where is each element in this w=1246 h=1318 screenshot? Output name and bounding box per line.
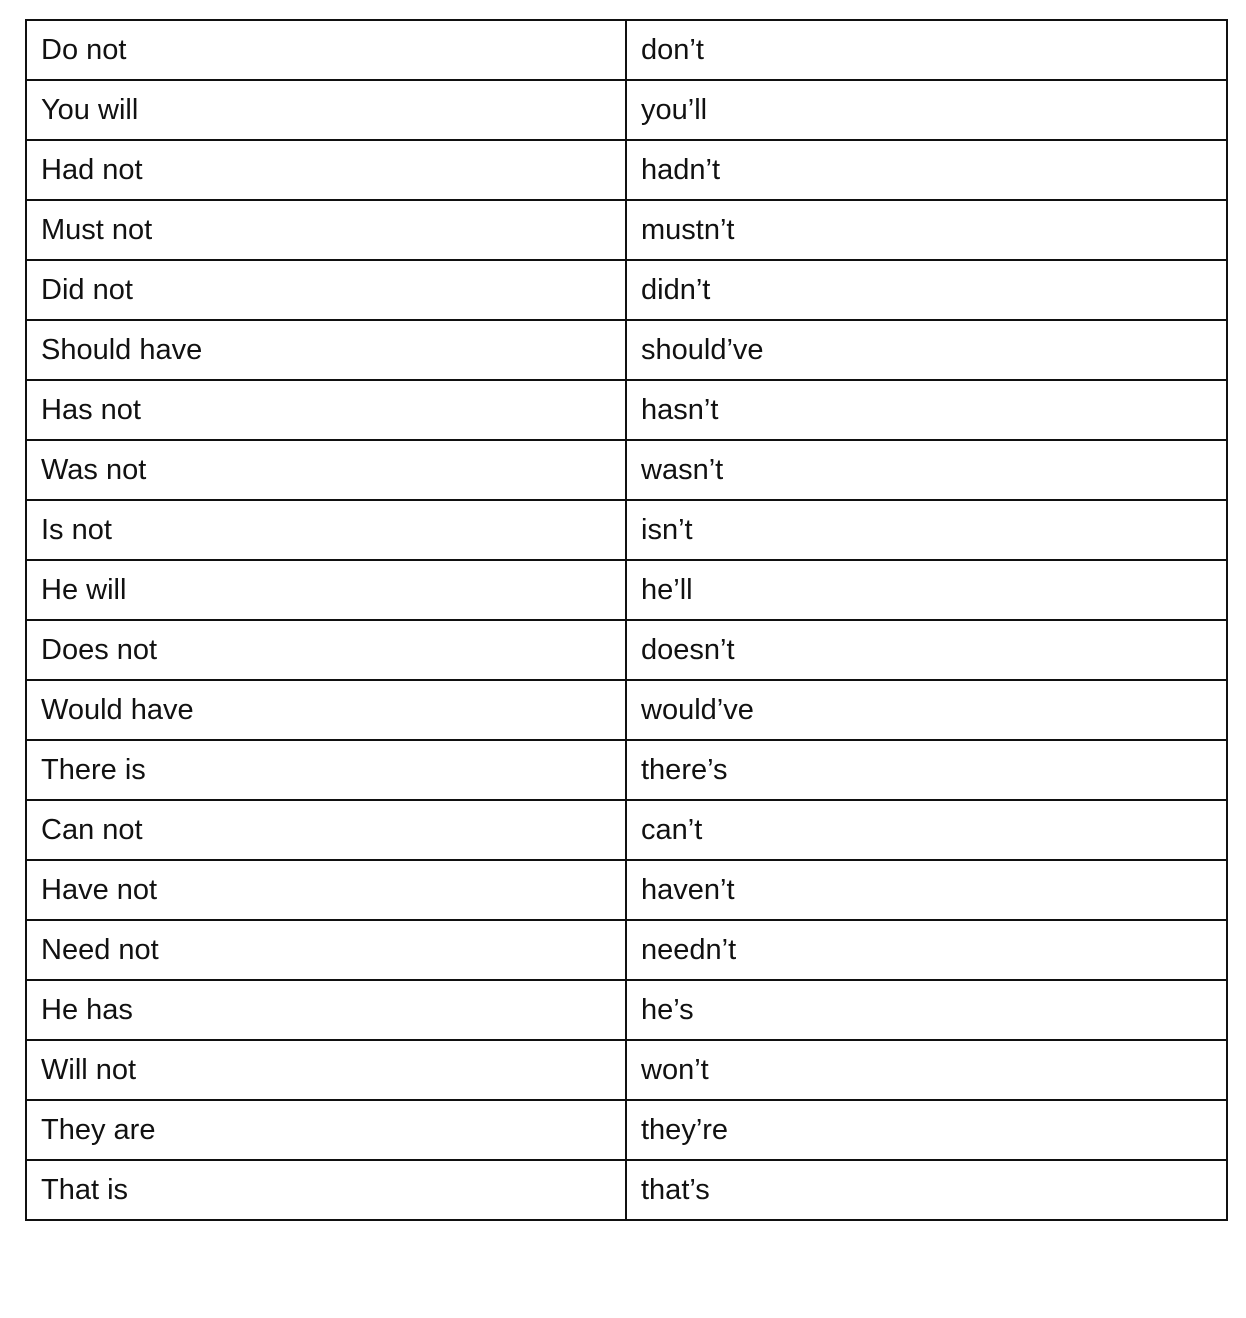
full-form-cell: That is [26,1160,626,1220]
table-row [26,1160,1227,1220]
table-row [26,740,1227,800]
full-form-cell: Was not [26,440,626,500]
contraction-cell: he’s [626,980,1227,1040]
full-form-cell: Has not [26,380,626,440]
table-row [26,980,1227,1040]
contraction-cell: doesn’t [626,620,1227,680]
table-row [26,320,1227,380]
contraction-cell: should’ve [626,320,1227,380]
full-form-cell: He will [26,560,626,620]
table-row [26,140,1227,200]
full-form-cell: Does not [26,620,626,680]
full-form-cell: You will [26,80,626,140]
contraction-cell: can’t [626,800,1227,860]
table-row [26,260,1227,320]
contraction-cell: won’t [626,1040,1227,1100]
contraction-cell: hasn’t [626,380,1227,440]
contraction-cell: you’ll [626,80,1227,140]
contraction-cell: wasn’t [626,440,1227,500]
table-row [26,860,1227,920]
contraction-cell: they’re [626,1100,1227,1160]
full-form-cell: Had not [26,140,626,200]
table-row [26,500,1227,560]
table-row [26,1100,1227,1160]
table-row [26,20,1227,80]
table-row [26,200,1227,260]
table-row [26,560,1227,620]
full-form-cell: Should have [26,320,626,380]
table-row [26,1040,1227,1100]
contraction-cell: don’t [626,20,1227,80]
table-row [26,920,1227,980]
contraction-cell: needn’t [626,920,1227,980]
full-form-cell: Have not [26,860,626,920]
contraction-cell: isn’t [626,500,1227,560]
table-row [26,800,1227,860]
full-form-cell: Must not [26,200,626,260]
contraction-cell: haven’t [626,860,1227,920]
table-row [26,620,1227,680]
contraction-cell: hadn’t [626,140,1227,200]
contraction-cell: didn’t [626,260,1227,320]
full-form-cell: Can not [26,800,626,860]
full-form-cell: Need not [26,920,626,980]
full-form-cell: Do not [26,20,626,80]
contraction-cell: that’s [626,1160,1227,1220]
full-form-cell: Would have [26,680,626,740]
full-form-cell: Will not [26,1040,626,1100]
contraction-cell: there’s [626,740,1227,800]
full-form-cell: Is not [26,500,626,560]
full-form-cell: They are [26,1100,626,1160]
contraction-cell: would’ve [626,680,1227,740]
table-row [26,680,1227,740]
contractions-table [25,19,1228,1221]
contraction-cell: he’ll [626,560,1227,620]
table-row [26,80,1227,140]
full-form-cell: He has [26,980,626,1040]
contraction-cell: mustn’t [626,200,1227,260]
table-row [26,440,1227,500]
full-form-cell: Did not [26,260,626,320]
table-row [26,380,1227,440]
full-form-cell: There is [26,740,626,800]
